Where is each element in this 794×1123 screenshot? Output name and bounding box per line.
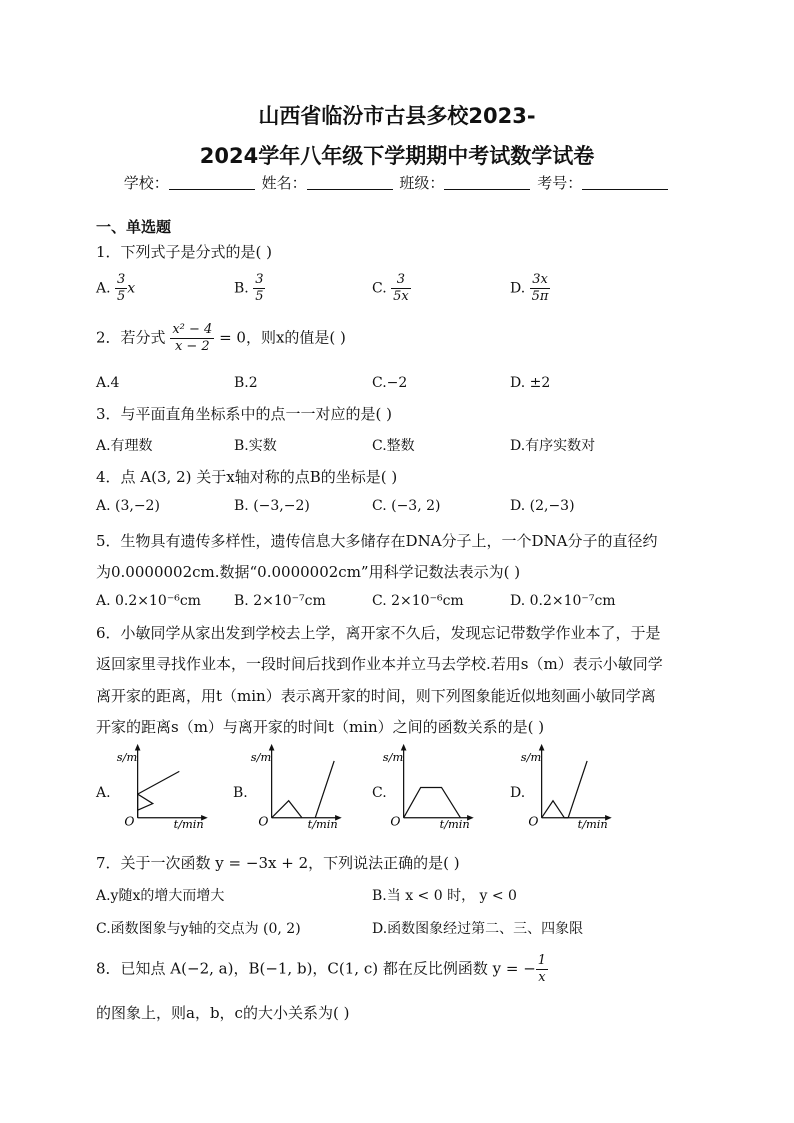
q1-b-fraction: $\frac{3}{5}$ [255, 272, 264, 304]
q2-option-c[interactable]: C.−2 [372, 375, 408, 391]
q8-fraction: $\frac{1}{x}$ [537, 953, 547, 985]
y-axis-label: s/m [250, 749, 272, 764]
q3-option-c[interactable]: C.整数 [372, 438, 415, 454]
q1-d-fraction: $\frac{3x}{5\pi}$ [531, 272, 549, 304]
q5-option-b[interactable]: B. 2×10⁻⁷cm [234, 593, 326, 609]
question-1-stem: 1．下列式子是分式的是( ) [96, 243, 273, 261]
number-blank[interactable] [582, 175, 668, 190]
origin-label: O [124, 814, 135, 829]
exam-title-line2: 2024学年八年级下学期期中考试数学试卷 [199, 144, 595, 168]
graph-d-rise [568, 761, 587, 818]
q4-option-c[interactable]: C. (−3, 2) [372, 498, 441, 514]
graph-c-trapezoid [404, 787, 461, 817]
origin-label: O [528, 814, 539, 829]
question-3-stem: 3．与平面直角坐标系中的点一一对应的是( ) [96, 405, 393, 423]
name-blank[interactable] [307, 175, 393, 190]
y-axis-label: s/m [520, 749, 542, 764]
graph-b-rise [315, 761, 334, 818]
graph-a-curve [138, 794, 153, 818]
class-blank[interactable] [444, 175, 530, 190]
question-8-line1: 8．已知点 A(−2, a)，B(−1, b)，C(1, c) 都在反比例函数 y = − $\frac{1}{x}$ [96, 953, 547, 985]
x-axis-label: t/min [577, 817, 608, 832]
q7-option-b[interactable]: B.当 x < 0 时， y < 0 [372, 888, 517, 904]
q5-option-a[interactable]: A. 0.2×10⁻⁶cm [96, 593, 201, 609]
origin-label: O [390, 814, 401, 829]
graph-b-trip [272, 801, 302, 818]
q5-option-d[interactable]: D. 0.2×10⁻⁷cm [510, 593, 616, 609]
x-axis-label: t/min [307, 817, 338, 832]
question-2-stem: 2．若分式 $\frac{\text{x² − 4}}{x - 2}$ = 0，则x的值是( ) [96, 322, 346, 354]
q1-a-fraction: $\frac{3}{5}$ [117, 272, 126, 304]
question-7-stem: 7．关于一次函数 y = −3x + 2，下列说法正确的是( ) [96, 854, 460, 872]
y-axis-label: s/m [116, 749, 138, 764]
q1-option-a[interactable]: A. $\frac{3}{5}$ x [96, 272, 136, 304]
q6-option-a-label[interactable]: A. [96, 785, 111, 801]
x-axis-label: t/min [439, 817, 470, 832]
q5-option-c[interactable]: C. 2×10⁻⁶cm [372, 593, 464, 609]
question-4-stem: 4．点 A(3, 2) 关于x轴对称的点B的坐标是( ) [96, 468, 398, 486]
class-label: 班级： [399, 174, 445, 192]
q2-option-a[interactable]: A.4 [96, 375, 120, 391]
q3-option-b[interactable]: B.实数 [234, 438, 277, 454]
q2-fraction: $\frac{\text{x² − 4}}{x - 2}$ [172, 322, 213, 354]
q1-option-c[interactable]: C. $\frac{3}{5x}$ [372, 272, 409, 304]
exam-title-line1: 山西省临汾市古县多校2023- [258, 104, 536, 128]
q3-option-a[interactable]: A.有理数 [96, 438, 153, 454]
q6-option-c-label[interactable]: C. [372, 785, 387, 801]
student-info-row [0, 172, 794, 193]
x-axis-label: t/min [173, 817, 204, 832]
graph-d-trip [542, 801, 569, 818]
y-axis-label: s/m [382, 749, 404, 764]
question-5-line1: 5．生物具有遗传多样性，遗传信息大多储存在DNA分子上，一个DNA分子的直径约 [96, 532, 658, 550]
graph-a-rise [138, 771, 180, 794]
school-label: 学校： [123, 174, 169, 192]
q1-option-d[interactable]: D. $\frac{3x}{5\pi}$ [510, 272, 549, 304]
school-blank[interactable] [169, 175, 255, 190]
question-8-line2: 的图象上，则a，b，c的大小关系为( ) [96, 1004, 350, 1022]
q2-option-b[interactable]: B.2 [234, 375, 258, 391]
q7-option-c[interactable]: C.函数图象与y轴的交点为 (0, 2) [96, 921, 301, 937]
q6-graph-a[interactable] [112, 742, 222, 832]
q2-option-d[interactable]: D. ±2 [510, 375, 551, 391]
origin-label: O [258, 814, 269, 829]
q1-c-fraction: $\frac{3}{5x}$ [393, 272, 409, 304]
section-heading: 一、单选题 [96, 218, 172, 236]
number-label: 考号： [537, 174, 583, 192]
question-6-line2: 返回家里寻找作业本，一段时间后找到作业本并立马去学校.若用s（m）表示小敏同学 [96, 655, 663, 673]
question-6-line1: 6．小敏同学从家出发到学校去上学，离开家不久后，发现忘记带数学作业本了，于是 [96, 624, 661, 642]
q7-option-a[interactable]: A.y随x的增大而增大 [96, 888, 225, 904]
question-5-line2: 为0.0000002cm.数据“0.0000002cm”用科学记数法表示为( ) [96, 563, 521, 581]
q6-graph-c[interactable] [378, 742, 488, 832]
q1-option-b[interactable]: B. $\frac{3}{5}$ [234, 272, 264, 304]
name-label: 姓名： [261, 174, 307, 192]
q6-option-d-label[interactable]: D. [510, 785, 526, 801]
q6-option-b-label[interactable]: B. [233, 785, 248, 801]
q7-option-d[interactable]: D.函数图象经过第二、三、四象限 [372, 921, 584, 937]
q4-option-b[interactable]: B. (−3,−2) [234, 498, 310, 514]
q6-graph-d[interactable] [516, 742, 626, 832]
q4-option-a[interactable]: A. (3,−2) [96, 498, 160, 514]
question-6-line3: 离开家的距离，用t（min）表示离开家的时间，则下列图象能近似地刻画小敏同学离 [96, 687, 656, 705]
q6-graph-b[interactable] [246, 742, 356, 832]
question-6-line4: 开家的距离s（m）与离开家的时间t（min）之间的函数关系的是( ) [96, 718, 545, 736]
q4-option-d[interactable]: D. (2,−3) [510, 498, 575, 514]
q3-option-d[interactable]: D.有序实数对 [510, 438, 596, 454]
